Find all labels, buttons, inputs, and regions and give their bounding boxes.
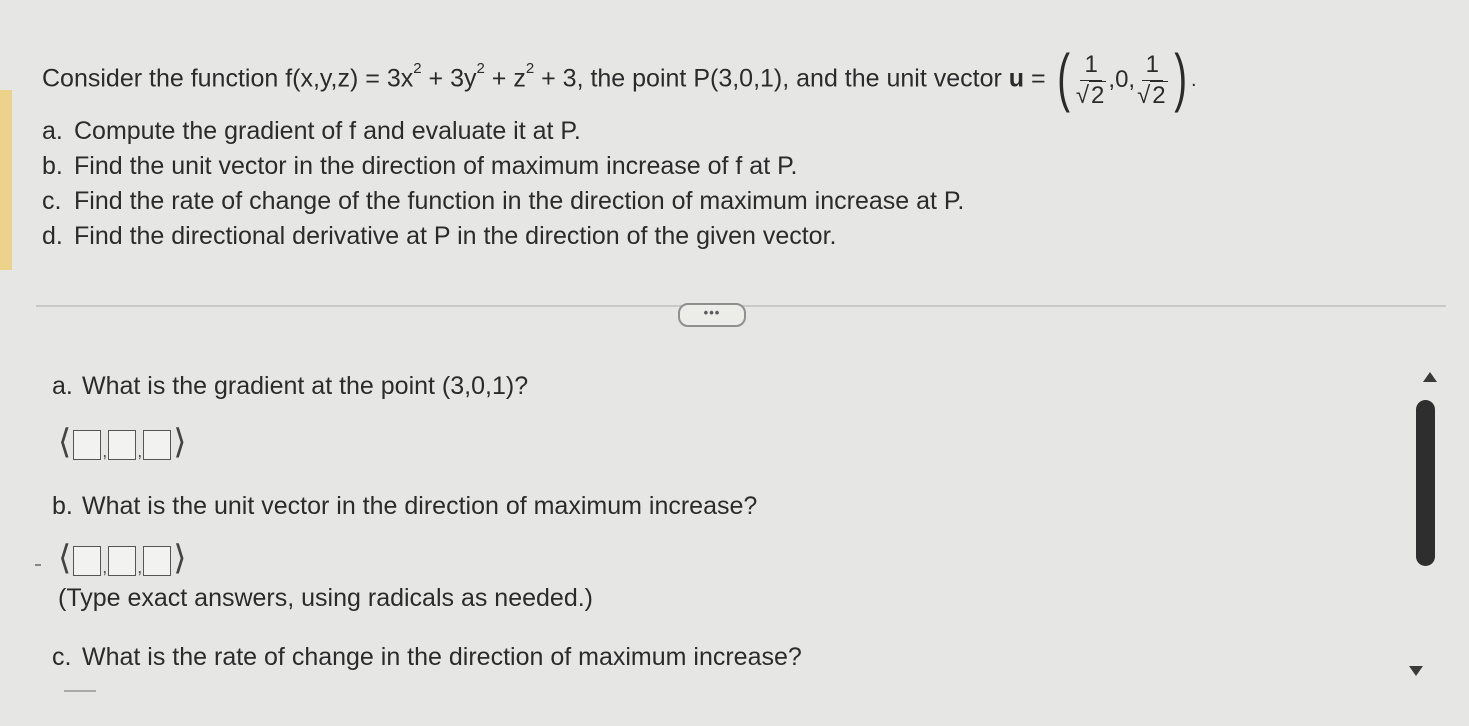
answer-format-hint: (Type exact answers, using radicals as needed.) (58, 584, 593, 612)
radical-icon: √ (1137, 81, 1151, 109)
vector-symbol: u (1008, 64, 1025, 93)
period: . (1190, 69, 1197, 91)
unit-vector-expression (1053, 41, 1197, 113)
question-part-d (42, 219, 964, 254)
comma: , (102, 557, 108, 577)
vector-left-paren: ( (1056, 41, 1070, 113)
subquestion-text: What is the rate of change in the direction of maximum increase? (82, 643, 802, 671)
part-text: Compute the gradient of f and evaluate it at P. (74, 117, 581, 145)
subquestion-letter: b. (52, 492, 73, 520)
close-angle-bracket: ⟩ (173, 423, 187, 461)
part-letter: c. (42, 187, 62, 215)
exponent: 2 (476, 60, 485, 78)
part-text: Find the unit vector in the direction of maximum increase of f at P. (74, 152, 798, 180)
expand-more-button[interactable]: ••• (678, 303, 746, 327)
part-text: Find the directional derivative at P in the direction of the given vector. (74, 222, 837, 250)
gradient-y-input[interactable] (108, 430, 136, 460)
subquestion-letter: a. (52, 372, 73, 400)
vector-right-paren: ) (1173, 41, 1187, 113)
fraction-numerator: 1 (1080, 50, 1101, 81)
part-letter: d. (42, 222, 63, 250)
subquestion-text: What is the unit vector in the direction of maximum increase? (82, 492, 758, 520)
comma: , (137, 441, 143, 461)
scroll-down-icon[interactable] (1409, 666, 1423, 676)
unit-vector-answer (58, 540, 187, 576)
scroll-up-icon[interactable] (1423, 372, 1437, 382)
subquestion-c (52, 643, 802, 672)
function-term: + z (484, 64, 526, 93)
statement-text: + 3, the point P(3,0,1), and the unit vector (534, 64, 1009, 93)
open-angle-bracket: ⟨ (58, 539, 72, 577)
close-angle-bracket: ⟩ (173, 539, 187, 577)
function-term: + 3y (421, 64, 477, 93)
exponent: 2 (413, 60, 422, 78)
exponent: 2 (525, 60, 535, 78)
part-letter: a. (42, 117, 63, 145)
gradient-z-input[interactable] (143, 430, 171, 460)
fraction-numerator: 1 (1142, 50, 1163, 81)
question-parts-list (42, 114, 964, 254)
subquestion-text: What is the gradient at the point (3,0,1)? (82, 372, 529, 400)
question-part-a (42, 114, 964, 149)
fraction-component-3 (1137, 50, 1168, 111)
unit-vector-z-input[interactable] (143, 546, 171, 576)
radical-denominator (1076, 81, 1107, 111)
subquestion-b (52, 492, 757, 521)
question-accent-strip (0, 90, 12, 270)
radicand: 2 (1091, 81, 1105, 109)
unit-vector-y-input[interactable] (108, 546, 136, 576)
gradient-x-input[interactable] (73, 430, 101, 460)
part-letter: b. (42, 152, 63, 180)
function-text: Consider the function f(x,y,z) = 3x (42, 64, 414, 93)
radical-icon: √ (1075, 81, 1090, 109)
comma: , (137, 557, 143, 577)
gradient-answer-vector (58, 424, 187, 460)
scrollbar-thumb[interactable] (1416, 400, 1435, 566)
part-text: Find the rate of change of the function in the direction of maximum increase at P. (74, 187, 965, 215)
radical-denominator (1137, 81, 1168, 111)
bullet-mark (35, 564, 41, 566)
unit-vector-x-input[interactable] (73, 546, 101, 576)
question-statement (42, 41, 1197, 113)
fraction-component-1 (1076, 50, 1107, 111)
question-part-c (42, 184, 964, 219)
subquestion-letter: c. (52, 643, 72, 671)
comma: , (102, 441, 108, 461)
open-angle-bracket: ⟨ (58, 423, 72, 461)
subquestion-a (52, 372, 528, 401)
question-part-b (42, 149, 964, 184)
equals-sign: = (1024, 64, 1053, 93)
radicand: 2 (1152, 81, 1166, 109)
vector-middle-component: ,0, (1108, 66, 1136, 93)
rate-of-change-input[interactable] (64, 690, 96, 692)
